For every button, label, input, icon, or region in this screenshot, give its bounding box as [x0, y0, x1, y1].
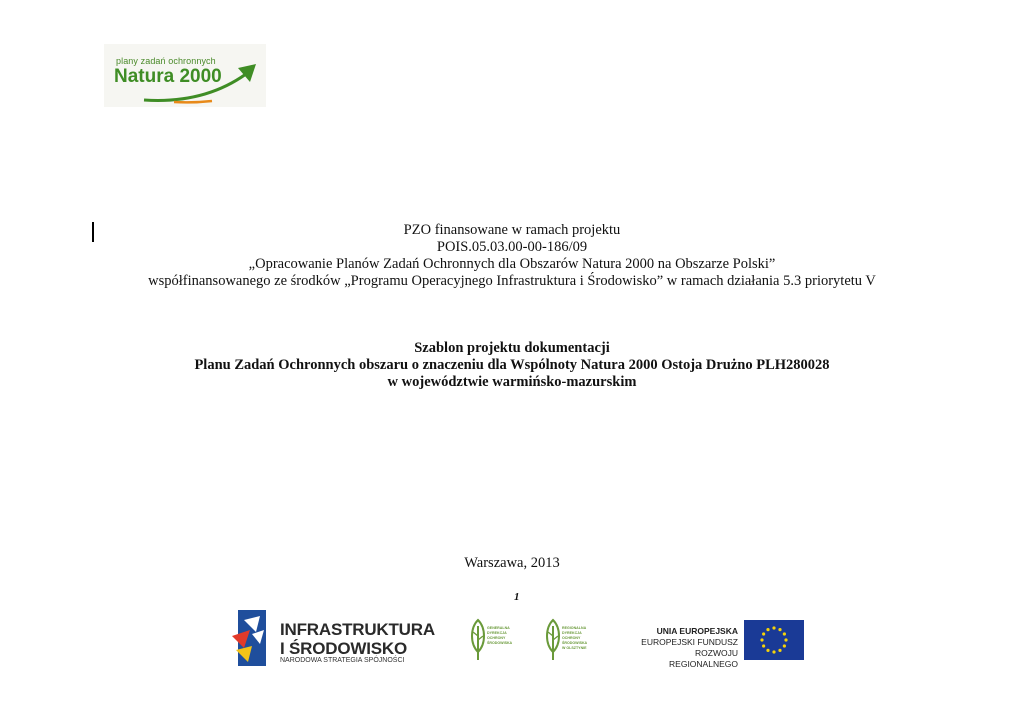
is-title-line-1: INFRASTRUKTURA	[280, 620, 435, 639]
title-line-3: w województwie warmińsko-mazurskim	[387, 374, 637, 390]
leaf-icon	[545, 618, 561, 662]
leaf-icon	[470, 618, 486, 662]
is-emblem-icon	[230, 606, 276, 670]
gdos-text: GENERALNA DYREKCJA OCHRONY ŚRODOWISKA	[487, 626, 513, 645]
eu-star	[762, 632, 765, 635]
rdos-logo	[545, 618, 605, 664]
is-title-line-2: I ŚRODOWISKO	[280, 639, 407, 658]
eu-line-1: UNIA EUROPEJSKA	[656, 626, 738, 636]
infrastruktura-srodowisko-logo	[228, 606, 435, 672]
place-date-block	[0, 555, 1024, 572]
title-block	[0, 340, 1024, 391]
is-title	[280, 620, 435, 658]
gdos-logo	[470, 618, 530, 664]
eu-text	[630, 626, 738, 670]
eu-star	[766, 628, 769, 631]
logo-big-text: Natura 2000	[114, 66, 222, 87]
intro-line-2: POIS.05.03.00-00-186/09	[436, 239, 588, 255]
page-number: 1	[514, 591, 520, 603]
eu-star	[772, 650, 775, 653]
eu-star	[783, 644, 786, 647]
title-line-2: Planu Zadań Ochronnych obszaru o znaczeniu dla Wspólnoty Natura 2000 Ostoja Drużno PLH280028	[194, 357, 830, 373]
eu-star	[778, 649, 781, 652]
natura-2000-logo	[104, 44, 266, 107]
place-date: Warszawa, 2013	[464, 555, 560, 571]
eu-star	[760, 638, 763, 641]
title-line-1: Szablon projektu dokumentacji	[414, 340, 610, 356]
intro-line-4: współfinansowanego ze środków „Programu Operacyjnego Infrastruktura i Środowisko” w ramach działania 5.3 priorytetu V	[148, 273, 876, 289]
eu-star	[783, 632, 786, 635]
eu-line-3: ROZWOJU REGIONALNEGO	[669, 648, 738, 669]
logo-small-text: plany zadań ochronnych	[116, 56, 216, 66]
intro-block	[0, 222, 1024, 290]
eu-star	[772, 626, 775, 629]
eu-star	[784, 638, 787, 641]
intro-line-3: „Opracowanie Planów Zadań Ochronnych dla Obszarów Natura 2000 na Obszarze Polski”	[248, 256, 776, 272]
eu-line-2: EUROPEJSKI FUNDUSZ	[641, 637, 738, 647]
eu-star	[778, 628, 781, 631]
eu-star	[766, 649, 769, 652]
rdos-text: REGIONALNA DYREKCJA OCHRONY ŚRODOWISKA W OLSZTYNIE	[562, 626, 588, 650]
eu-flag-icon	[744, 620, 804, 660]
intro-line-1: PZO finansowane w ramach projektu	[403, 222, 621, 238]
is-subtitle: NARODOWA STRATEGIA SPÓJNOŚCI	[280, 657, 405, 664]
eu-star	[762, 644, 765, 647]
logo-swoosh-icon	[134, 52, 264, 107]
